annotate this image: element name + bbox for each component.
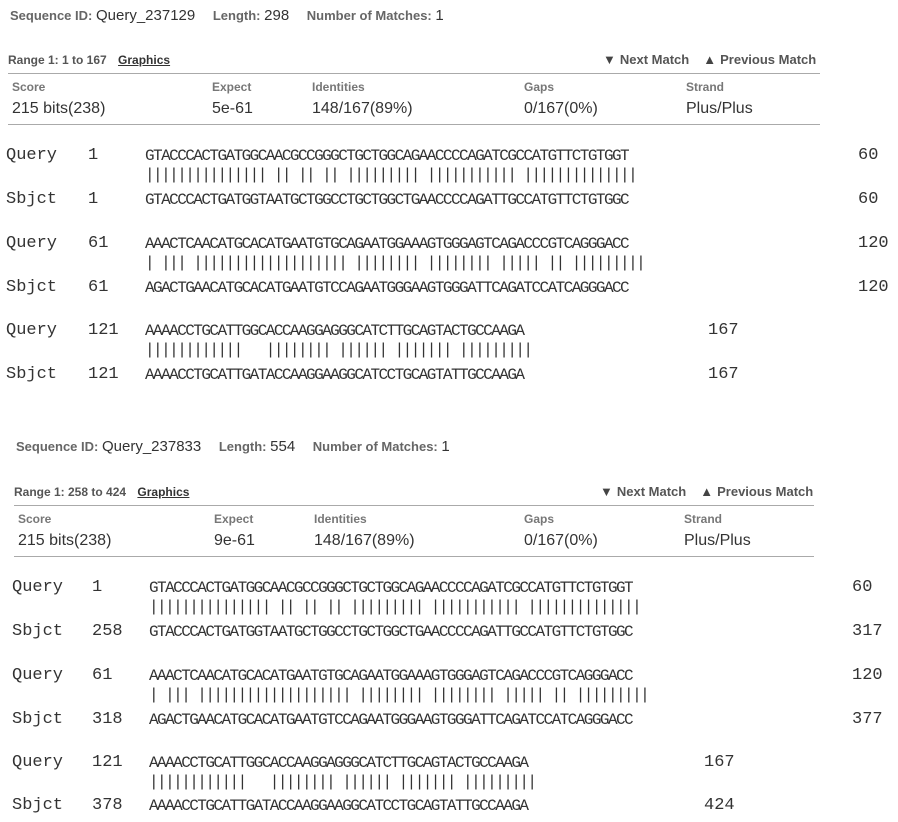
gaps-header: Gaps — [524, 80, 555, 94]
next-match-label: Next Match — [619, 52, 690, 67]
gaps-value: 0/167(0%) — [524, 532, 598, 549]
sbjct-start: 378 — [92, 796, 123, 815]
range-line — [8, 53, 170, 67]
strand-value: Plus/Plus — [684, 532, 751, 549]
sbjct-sequence: GTACCCACTGATGGTAATGCTGGCCTGCTGGCTGAACCCCAGATTGCCATGTTCTGTGGC — [145, 191, 629, 209]
score-header: Score — [12, 80, 46, 94]
sbjct-sequence: AAAACCTGCATTGATACCAAGGAAGGCATCCTGCAGTATTGCCAAGA — [145, 366, 524, 384]
query-start: 1 — [92, 578, 103, 597]
previous-match-link[interactable] — [703, 52, 816, 67]
hit-section-2 — [0, 430, 898, 822]
match-navigation — [603, 52, 816, 67]
triangle-up-icon: ▲ — [700, 484, 714, 499]
graphics-link[interactable]: Graphics — [118, 53, 171, 67]
sequence-id-value: Query_237833 — [101, 438, 202, 455]
expect-value: 5e-61 — [212, 100, 253, 117]
sbjct-label: Sbjct — [12, 796, 64, 815]
hit-section-1 — [0, 0, 898, 410]
match-line: |||||||||||| |||||||| |||||| ||||||| ||||||||| — [149, 773, 536, 791]
graphics-link[interactable]: Graphics — [137, 485, 190, 499]
query-label: Query — [12, 578, 64, 597]
gaps-header: Gaps — [524, 512, 555, 526]
query-start: 121 — [92, 753, 123, 772]
identities-value: 148/167(89%) — [312, 100, 413, 117]
match-line: ||||||||||||||| || || || ||||||||| ||||||||||| |||||||||||||| — [149, 598, 649, 616]
sbjct-end: 120 — [858, 278, 889, 297]
sequence-id-label: Sequence ID: — [10, 8, 93, 23]
sequence-id-value: Query_237129 — [95, 7, 196, 24]
sequence-header — [16, 438, 464, 455]
matches-label: Number of Matches: — [306, 8, 432, 23]
query-label: Query — [6, 146, 58, 165]
query-end: 167 — [708, 321, 739, 340]
sbjct-label: Sbjct — [6, 278, 58, 297]
query-end: 167 — [704, 753, 735, 772]
next-match-label: Next Match — [616, 484, 687, 499]
match-line: ||||||||||||||| || || || ||||||||| ||||||||||| |||||||||||||| — [145, 166, 645, 184]
sbjct-sequence: AAAACCTGCATTGATACCAAGGAAGGCATCCTGCAGTATTGCCAAGA — [149, 797, 528, 815]
sbjct-start: 121 — [88, 365, 119, 384]
query-sequence: AAAACCTGCATTGGCACCAAGGAGGGCATCTTGCAGTACTGCCAAGA — [145, 322, 524, 340]
previous-match-label: Previous Match — [720, 52, 817, 67]
next-match-link[interactable] — [600, 484, 686, 499]
expect-header: Expect — [212, 80, 252, 94]
triangle-up-icon: ▲ — [703, 52, 717, 67]
divider-bottom — [14, 556, 814, 557]
query-end: 60 — [858, 146, 879, 165]
expect-header: Expect — [214, 512, 254, 526]
strand-header: Strand — [686, 80, 725, 94]
score-header: Score — [18, 512, 52, 526]
sbjct-end: 377 — [852, 710, 883, 729]
query-start: 1 — [88, 146, 99, 165]
query-sequence: AAACTCAACATGCACATGAATGTGCAGAATGGAAAGTGGGAGTCAGACCCGTCAGGGACC — [149, 667, 633, 685]
match-line: | ||| ||||||||||||||||||| |||||||| |||||||| ||||| || ||||||||| — [145, 254, 645, 272]
query-start: 61 — [92, 666, 113, 685]
query-end: 120 — [852, 666, 883, 685]
matches-label: Number of Matches: — [312, 439, 438, 454]
expect-value: 9e-61 — [214, 532, 255, 549]
query-start: 61 — [88, 234, 109, 253]
sbjct-end: 167 — [708, 365, 739, 384]
length-label: Length: — [212, 8, 261, 23]
query-sequence: GTACCCACTGATGGCAACGCCGGGCTGCTGGCAGAACCCCAGATCGCCATGTTCTGTGGT — [145, 147, 629, 165]
sbjct-end: 317 — [852, 622, 883, 641]
sbjct-start: 61 — [88, 278, 109, 297]
next-match-link[interactable] — [603, 52, 689, 67]
score-value: 215 bits(238) — [12, 100, 106, 117]
identities-header: Identities — [314, 512, 367, 526]
query-end: 60 — [852, 578, 873, 597]
score-value: 215 bits(238) — [18, 532, 112, 549]
previous-match-label: Previous Match — [717, 484, 814, 499]
query-end: 120 — [858, 234, 889, 253]
range-label: Range 1: 1 to 167 — [8, 53, 107, 67]
sbjct-end: 424 — [704, 796, 735, 815]
query-sequence: AAAACCTGCATTGGCACCAAGGAGGGCATCTTGCAGTACTGCCAAGA — [149, 754, 528, 772]
sbjct-label: Sbjct — [12, 710, 64, 729]
sbjct-sequence: GTACCCACTGATGGTAATGCTGGCCTGCTGGCTGAACCCCAGATTGCCATGTTCTGTGGC — [149, 623, 633, 641]
sbjct-sequence: AGACTGAACATGCACATGAATGTCCAGAATGGGAAGTGGGATTCAGATCCATCAGGGACC — [145, 279, 629, 297]
triangle-down-icon: ▼ — [600, 484, 613, 499]
sbjct-start: 258 — [92, 622, 123, 641]
query-label: Query — [12, 666, 64, 685]
query-start: 121 — [88, 321, 119, 340]
query-sequence: AAACTCAACATGCACATGAATGTGCAGAATGGAAAGTGGGAGTCAGACCCGTCAGGGACC — [145, 235, 629, 253]
query-label: Query — [12, 753, 64, 772]
sbjct-end: 60 — [858, 190, 879, 209]
strand-value: Plus/Plus — [686, 100, 753, 117]
sbjct-label: Sbjct — [6, 190, 58, 209]
triangle-down-icon: ▼ — [603, 52, 616, 67]
sbjct-label: Sbjct — [6, 365, 58, 384]
range-label: Range 1: 258 to 424 — [14, 485, 127, 499]
query-label: Query — [6, 234, 58, 253]
match-line: | ||| ||||||||||||||||||| |||||||| |||||||| ||||| || ||||||||| — [149, 686, 649, 704]
match-navigation — [600, 484, 813, 499]
range-line — [14, 485, 189, 499]
matches-value: 1 — [441, 438, 450, 455]
query-sequence: GTACCCACTGATGGCAACGCCGGGCTGCTGGCAGAACCCCAGATCGCCATGTTCTGTGGT — [149, 579, 633, 597]
sequence-id-label: Sequence ID: — [16, 439, 99, 454]
sbjct-sequence: AGACTGAACATGCACATGAATGTCCAGAATGGGAAGTGGGATTCAGATCCATCAGGGACC — [149, 711, 633, 729]
divider-top — [14, 505, 814, 506]
previous-match-link[interactable] — [700, 484, 813, 499]
length-label: Length: — [218, 439, 267, 454]
strand-header: Strand — [684, 512, 723, 526]
sbjct-label: Sbjct — [12, 622, 64, 641]
length-value: 554 — [270, 438, 296, 455]
sbjct-start: 1 — [88, 190, 99, 209]
sequence-header — [10, 7, 458, 24]
matches-value: 1 — [435, 7, 444, 24]
gaps-value: 0/167(0%) — [524, 100, 598, 117]
divider-top — [8, 73, 820, 74]
divider-bottom — [8, 124, 820, 125]
sbjct-start: 318 — [92, 710, 123, 729]
identities-value: 148/167(89%) — [314, 532, 415, 549]
length-value: 298 — [264, 7, 290, 24]
query-label: Query — [6, 321, 58, 340]
match-line: |||||||||||| |||||||| |||||| ||||||| ||||||||| — [145, 341, 532, 359]
identities-header: Identities — [312, 80, 365, 94]
